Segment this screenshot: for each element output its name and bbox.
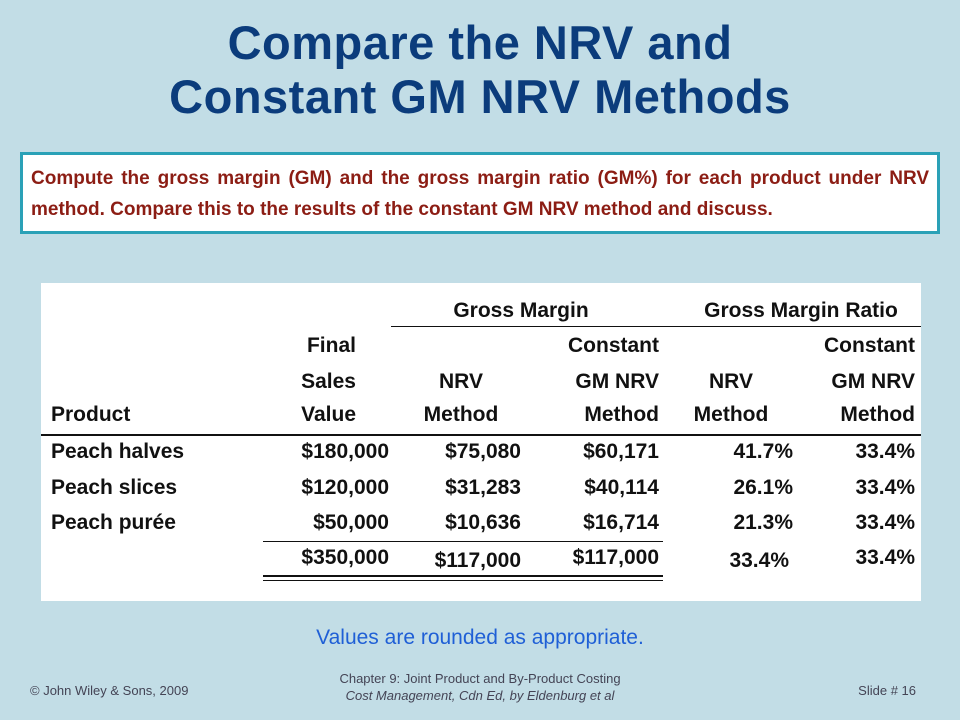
row-1-product: Peach halves (51, 440, 185, 463)
row-3-gmr-const: 33.4% (855, 511, 915, 534)
header-gm-nrv-2: Method (423, 403, 499, 426)
row-3-gm-nrv: $10,636 (445, 511, 521, 534)
header-gm-const-1: Constant (568, 334, 659, 357)
copyright: © John Wiley & Sons, 2009 (30, 683, 189, 698)
group-header-gross-margin: Gross Margin (453, 299, 589, 322)
slide-title (0, 16, 960, 124)
row-1-sales: $180,000 (301, 440, 389, 463)
row-2-gm-nrv: $31,283 (445, 476, 521, 499)
header-rule (41, 434, 921, 436)
row-3-gm-const: $16,714 (583, 511, 659, 534)
chapter-info (250, 670, 710, 704)
total-gmr-const: 33.4% (855, 546, 915, 569)
header-gmr-const-2: GM NRV (831, 370, 915, 393)
title-line-2: Constant GM NRV Methods (169, 70, 791, 123)
header-gmr-const-1: Constant (824, 334, 915, 357)
row-3-sales: $50,000 (313, 511, 389, 534)
row-2-sales: $120,000 (301, 476, 389, 499)
rounding-note: Values are rounded as appropriate. (316, 626, 644, 649)
header-gmr-nrv-1: NRV (709, 370, 753, 393)
total-gmr-nrv: 33.4% (729, 549, 789, 572)
totals-rule (263, 541, 663, 542)
row-1-gmr-nrv: 41.7% (733, 440, 793, 463)
header-gm-const-2: GM NRV (575, 370, 659, 393)
book-citation: Cost Management, Cdn Ed, by Eldenburg et al (345, 688, 615, 703)
row-1-gm-nrv: $75,080 (445, 440, 521, 463)
header-gm-const-3: Method (584, 403, 659, 426)
row-2-gm-const: $40,114 (584, 476, 659, 499)
header-sales-1: Final (306, 334, 356, 357)
title-line-1: Compare the NRV and (227, 16, 733, 69)
totals-double-rule-1 (263, 575, 663, 577)
header-gm-nrv-1: NRV (439, 370, 483, 393)
slide-number: Slide # 16 (858, 683, 916, 698)
header-gmr-const-3: Method (840, 403, 915, 426)
header-sales-2: Sales (301, 370, 356, 393)
totals-double-rule-2 (263, 580, 663, 581)
header-sales-3: Value (301, 403, 356, 426)
total-sales: $350,000 (301, 546, 389, 569)
row-1-gm-const: $60,171 (583, 440, 659, 463)
total-gm-const: $117,000 (572, 546, 659, 569)
header-gmr-nrv-2: Method (693, 403, 769, 426)
row-2-gmr-nrv: 26.1% (733, 476, 793, 499)
group-header-gross-margin-ratio: Gross Margin Ratio (704, 299, 898, 322)
row-2-product: Peach slices (51, 476, 178, 499)
header-product: Product (51, 403, 131, 426)
chapter-title: Chapter 9: Joint Product and By-Product Costing (339, 671, 621, 686)
group-header-rule (391, 326, 921, 327)
comparison-table (41, 283, 921, 601)
instructions-box: Compute the gross margin (GM) and the gross margin ratio (GM%) for each product under NRV method. Compare this to the results of the constant GM NRV method and discuss. (20, 152, 940, 234)
row-3-gmr-nrv: 21.3% (733, 511, 793, 534)
row-1-gmr-const: 33.4% (855, 440, 915, 463)
row-3-product: Peach purée (51, 511, 176, 534)
total-gm-nrv: $117,000 (434, 549, 521, 572)
row-2-gmr-const: 33.4% (855, 476, 915, 499)
